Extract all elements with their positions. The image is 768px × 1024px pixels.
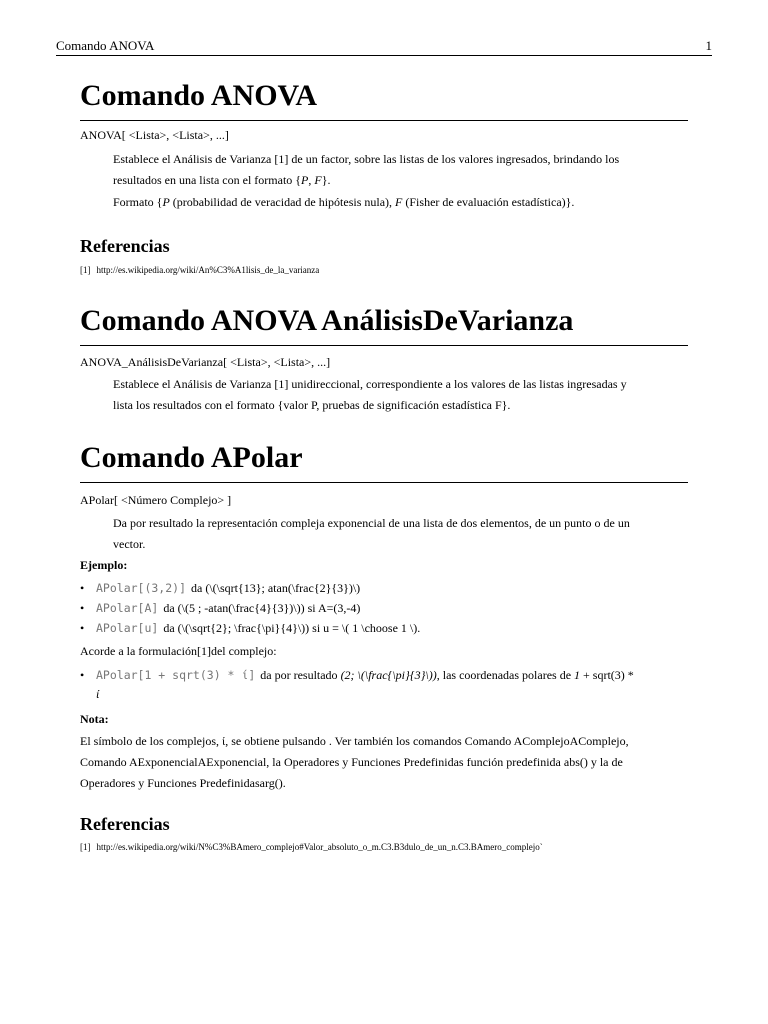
apolar-reference-link[interactable]: http://es.wikipedia.org/wiki/N%C3%BAmero_complejo#Valor_absoluto_o_m.C3.B3dulo_de_un_n.C3.BAmero_complejo` <box>96 842 543 852</box>
note-text: El símbolo de los complejos, ί, se obtiene pulsando . Ver también los comandos Comando AComplejoAComplejo, Comando AExponencialAExponencial, la Operadores y Funciones Predefinidas función predefinida abs() y la de Operadores y Funciones Predefinidasarg(). <box>80 734 629 790</box>
example-label: Ejemplo: <box>80 558 128 572</box>
anova-description <box>113 149 687 191</box>
apolar-syntax: APolar[ <Número Complejo> ] <box>80 493 232 507</box>
list-item: • APolar[1 + sqrt(3) * ί] da por resultado (2; \(\frac{\pi}{3}\)), las coordenadas polares de 1 + sqrt(3) * <box>80 668 634 682</box>
list-item: • APolar[A] da (\(5 ; -atan(\frac{4}{3})\)) si A=(3,-4) <box>80 601 361 615</box>
note-label: Nota: <box>80 712 109 726</box>
anova-analisis-description: Establece el Análisis de Varianza [1] unidireccional, correspondiente a los valores de las listas ingresadas y lista los resultados con el formato {valor P, pruebas de significación estadística F}. <box>113 377 627 412</box>
anova-analisis-syntax: ANOVA_AnálisisDeVarianza[ <Lista>, <Lista>, ...] <box>80 355 331 369</box>
formulation-text: Acorde a la formulación[1]del complejo: <box>80 644 277 658</box>
anova-syntax: ANOVA[ <Lista>, <Lista>, ...] <box>80 128 229 142</box>
list-item: • APolar[u] da (\(\sqrt{2}; \frac{\pi}{4}\)) si u = \( 1 \choose 1 \). <box>80 621 421 635</box>
list-item-continuation: ί <box>96 687 100 701</box>
section-title-anova-analisis: Comando ANOVA AnálisisDeVarianza <box>80 303 688 346</box>
section-title-apolar: Comando APolar <box>80 440 688 483</box>
anova-references-heading: Referencias <box>80 236 170 256</box>
page-header <box>56 38 712 56</box>
anova-reference-link[interactable]: http://es.wikipedia.org/wiki/An%C3%A1lisis_de_la_varianza <box>96 265 320 275</box>
anova-desc-line2: resultados en una lista con el formato {P, F}. <box>113 173 331 187</box>
page-number: 1 <box>705 38 712 53</box>
anova-format: Formato {P (probabilidad de veracidad de hipótesis nula), F (Fisher de evaluación estadística)}. <box>113 195 575 209</box>
anova-desc-line1: Establece el Análisis de Varianza [1] de un factor, sobre las listas de los valores ingresados, brindando los <box>113 152 620 166</box>
apolar-description: Da por resultado la representación compleja exponencial de una lista de dos elementos, de un punto o de un vector. <box>113 516 630 551</box>
section-title-anova: Comando ANOVA <box>80 78 688 121</box>
list-item: • APolar[(3,2)] da (\(\sqrt{13}; atan(\frac{2}{3})\) <box>80 581 361 595</box>
apolar-references-heading: Referencias <box>80 814 170 834</box>
header-title: Comando ANOVA <box>56 38 155 53</box>
apolar-reference-1: [1] http://es.wikipedia.org/wiki/N%C3%BAmero_complejo#Valor_absoluto_o_m.C3.B3dulo_de_un_n.C3.BAmero_complejo` <box>80 842 543 852</box>
anova-reference-1: [1] http://es.wikipedia.org/wiki/An%C3%A1lisis_de_la_varianza <box>80 265 320 275</box>
